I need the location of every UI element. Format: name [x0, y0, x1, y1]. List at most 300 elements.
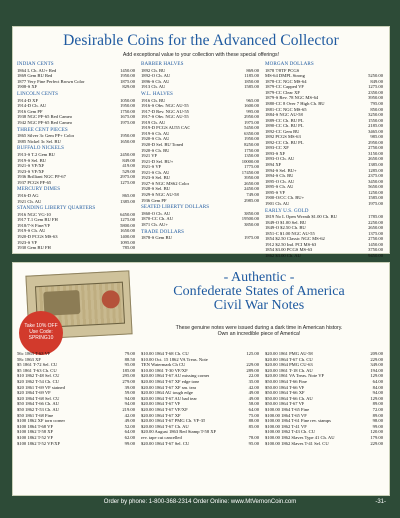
item-name: MS-64 DMPL Strong [265, 73, 305, 79]
item-price: 49.00 [248, 395, 259, 401]
item-price: 185.00 [122, 367, 135, 373]
section-heading: BUFFALO NICKELS [17, 145, 65, 152]
item-name: 1919 Ch. AU [141, 119, 166, 125]
item-price: 869.00 [246, 67, 259, 73]
price-list-item [265, 441, 383, 447]
item-name: $100.00 1862 T-41 VF [265, 423, 307, 429]
section-heading: LINCOLN CENTS [17, 91, 59, 98]
item-name: 1878-S Gem BU [141, 235, 172, 241]
item-price: 129.00 [370, 395, 383, 401]
item-name: 1927-S NGC MS62 Color [141, 180, 190, 186]
item-price: 1050.00 [120, 97, 135, 103]
item-price: 6450.00 [120, 211, 135, 217]
section-heading: SEATED LIBERTY DOLLARS [141, 204, 210, 211]
item-price: 3950.00 [368, 95, 383, 101]
item-name: 1916 Ch. BU [141, 97, 166, 103]
item-price: 2750.00 [368, 236, 383, 242]
price-list-item [17, 120, 135, 126]
section-heading: TRADE DOLLARS [141, 228, 185, 235]
item-name: $20.00 1864 T-67 AU bad tear [141, 395, 197, 401]
notes-subtitle-line-2: Own an incredible piece of America! [217, 331, 301, 337]
item-price: 1975.00 [120, 119, 135, 125]
item-name: 1879-CC Clear XF [265, 89, 300, 95]
section-heading: INDIAN CENTS [17, 61, 54, 68]
item-price: 79.00 [124, 351, 135, 356]
item-name: 1881-CC NGC MS-65 [265, 106, 307, 112]
notes-title-line-1: - Authentic - [223, 270, 295, 285]
order-footer[interactable]: Order by phone: 1-800-368-2314 Order Online: www.MtVernonCoin.com [103, 499, 297, 505]
item-price: 289.00 [246, 367, 259, 373]
item-name: 1908-S XF [17, 84, 38, 90]
item-name: 1879-S Rev. 78 NGC MS-64 [265, 95, 319, 101]
item-name: $20.00 1864 T-67 Ch. CU [265, 356, 313, 362]
item-name: 1893-O Ch. AU [265, 156, 295, 162]
price-list-item [17, 84, 135, 90]
item-name: 1938 NGC PF-65 Red Cameo [17, 114, 73, 120]
item-price: 749.00 [246, 191, 259, 197]
item-name: 1916-D AG [17, 192, 39, 198]
item-price: 52.00 [124, 423, 135, 429]
item-price: 194.00 [370, 367, 383, 373]
item-name: 1896-S Ch. AU [141, 78, 170, 84]
item-name: 1895-O Ch. AU [265, 178, 295, 184]
item-price: 88.00 [248, 418, 259, 424]
item-price: 2450.00 [120, 151, 135, 157]
item-price: 1975.00 [368, 200, 383, 206]
item-price: 58.00 [248, 401, 259, 407]
item-price: 2950.00 [368, 139, 383, 145]
item-price: 1275.00 [120, 217, 135, 223]
section-heading: STANDING LIBERTY QUARTERS [17, 205, 96, 212]
item-price: 8250.00 [244, 142, 259, 148]
item-name: $100.00 1862 Slaves Type 41 Ch. AU [265, 434, 335, 440]
item-name: $20 1861 T-69 VF stained [17, 384, 65, 390]
item-price: 9450.00 [368, 252, 383, 258]
item-price: 42.00 [248, 384, 259, 390]
item-price: 785.00 [122, 245, 135, 251]
item-price: 64.00 [372, 378, 383, 384]
item-price: 120.00 [370, 429, 383, 435]
coins-column-1 [17, 60, 135, 251]
item-price: 3750.00 [368, 247, 383, 253]
item-name: 1921-S VF/XF [17, 163, 45, 169]
item-name: 1914-D Ch. AU [17, 103, 47, 109]
item-name: $20.00 1864 T-67 AU missing corner [141, 373, 210, 379]
item-price: 1400.00 [120, 233, 135, 239]
item-price: 5250.00 [368, 73, 383, 79]
price-list-item [141, 235, 259, 241]
item-name: $100 1864 T-68 VF [17, 423, 54, 429]
price-list-item [141, 198, 259, 204]
item-name: 1889-CC Ch. BU PL [265, 117, 304, 123]
item-name: 1921-D Sel. BU+ [141, 158, 174, 164]
item-name: $100.00 1864 T-61 Fine rev. stamps [265, 418, 331, 424]
item-name: $50.00 1864 T-67 VF [265, 401, 305, 407]
item-price: 95.00 [248, 440, 259, 446]
item-price: 3850.00 [244, 221, 259, 227]
item-name: 1870-CC Ch. AU [141, 216, 174, 222]
item-price: 529.00 [122, 168, 135, 174]
item-name: 1929-S NGC AU-58 [141, 191, 179, 197]
item-price: 965.00 [246, 97, 259, 103]
coins-title: Desirable Coins for the Advanced Collector [63, 32, 339, 49]
item-name: 1917-D Rev. NGC AU-55 [141, 108, 189, 114]
item-name: 1916 NGC VG-10 [17, 211, 51, 217]
item-price: 1350.00 [244, 153, 259, 159]
item-price: 3250.00 [368, 112, 383, 118]
item-price: 349.00 [370, 362, 383, 368]
price-list-item [265, 201, 383, 207]
item-name: 1849-O $2.50 Ch. BU [265, 225, 306, 231]
price-list-item [265, 253, 383, 259]
price-list-item [17, 139, 135, 145]
item-price: 2950.00 [244, 114, 259, 120]
item-name: TEN Watermark Ch CU [141, 362, 186, 368]
item-name: $50 1862 T-53 Ch. AU [17, 406, 59, 412]
item-name: 1878 7/8TF PCGS [265, 67, 300, 73]
item-price: 2650.00 [368, 156, 383, 162]
item-price: 2250.00 [368, 219, 383, 225]
item-price: 49.00 [124, 418, 135, 424]
item-price: 64.00 [124, 429, 135, 435]
item-name: 1920-S Ch. AU [141, 136, 170, 142]
item-name: 1919-S Sel. BU [17, 157, 46, 163]
item-name: 1893-S XF [265, 150, 286, 156]
item-price: 84.00 [372, 384, 383, 390]
item-price: 795.00 [370, 101, 383, 107]
item-price: 89.00 [372, 401, 383, 407]
item-name: 1865 Silver 3c Gem PF+ Color [17, 133, 75, 139]
item-name: 1923-S Sel. BU [141, 175, 170, 181]
item-price: 229.00 [246, 362, 259, 368]
item-name: 1928-S Sel. BU [141, 186, 170, 192]
item-price: 1550.00 [368, 117, 383, 123]
item-price: 1095.00 [120, 239, 135, 245]
item-price: 1275.00 [368, 84, 383, 90]
item-name: 1920-S Ch. BU [141, 147, 170, 153]
item-price: 1385.00 [368, 162, 383, 168]
notes-column-3 [265, 351, 383, 446]
item-name: 1890-CC Ch. BU PL [265, 123, 304, 129]
item-name: 1892-CC Gem BU [265, 128, 300, 134]
item-name: 1919-S Ch. AU [141, 130, 170, 136]
price-list-item [17, 441, 135, 447]
item-price: 229.00 [370, 356, 383, 362]
item-name: 1917-S Obv. NGC AU-55 [141, 114, 189, 120]
item-name: $20.00 1864 T-67 XF edge tone [141, 378, 200, 384]
item-price: 1585.00 [368, 195, 383, 201]
item-price: 849.00 [122, 157, 135, 163]
item-price: 1950.00 [120, 133, 135, 139]
item-name: $100 1862 T-58 XF [17, 429, 54, 435]
item-name: 1921-S Ch. AU [141, 169, 170, 175]
item-name: 1921 VF [141, 153, 158, 159]
item-price: 5800.00 [120, 222, 135, 228]
item-name: 1849-O $1.00 Sel. BU [265, 219, 307, 225]
item-price: 5450.00 [244, 125, 259, 131]
item-price: 419.00 [122, 163, 135, 169]
item-name: 1880-CC 8 Over 7 High Ch. BU [265, 101, 325, 107]
item-price: 1975.00 [244, 235, 259, 241]
item-name: 1893-CC XF [265, 145, 289, 151]
item-price: 2985.00 [244, 197, 259, 203]
item-price: 129.00 [370, 373, 383, 379]
notes-title-line-3: Civil War Notes [213, 298, 305, 313]
item-name: 1885 Nickel 3c Sel. BU [17, 138, 61, 144]
item-name: $10.00 1861 T-30 VF/XF [141, 367, 188, 373]
item-name: 1892 Ch. BU [141, 67, 166, 73]
item-price: 850.00 [370, 106, 383, 112]
item-price: 64.00 [248, 406, 259, 412]
item-name: $100 1862 T-52 VF/XF [17, 440, 61, 446]
item-price: 6350.00 [244, 130, 259, 136]
price-list-item [17, 180, 135, 186]
item-price: 5650.00 [368, 184, 383, 190]
item-name: 1892-CC Ch. BU PL [265, 139, 304, 145]
item-price: 2750.00 [368, 145, 383, 151]
item-name: 1918/7-S Fine/VF [17, 222, 51, 228]
item-price: 125.00 [246, 351, 259, 356]
notes-title-line-2: Confederate States of America [173, 284, 345, 299]
item-name: $10.00 Oct. 15 1862 VA Treas. Note [141, 356, 208, 362]
coins-column-3 [265, 60, 383, 259]
item-price: 1600.00 [244, 103, 259, 109]
item-name: 58c 1863 XF [17, 356, 41, 362]
discount-badge [19, 311, 63, 355]
item-name: $5 1861 T-72 Sel. CU [17, 362, 58, 368]
coins-panel [12, 26, 390, 258]
item-name: $20 1864 T-68 Sel. CU [17, 395, 60, 401]
item-name: 1860-O Ch. AU [141, 210, 171, 216]
item-name: 1894-S Sel. BU+ [265, 167, 297, 173]
item-name: $100.00 1862 Slaves T-41 Sel. CU [265, 440, 329, 446]
item-price: 179.00 [370, 434, 383, 440]
notes-subtitle-line-1: These genuine notes were issued during a dark time in American history. [175, 325, 343, 331]
item-name: 1900-O/CC Ch. BU+ [265, 195, 305, 201]
item-name: 1914-D XF [17, 97, 39, 103]
item-price: 865.00 [122, 192, 135, 198]
item-price: 42.00 [124, 412, 135, 418]
item-name: $20.00 1864 T-67 VF/XF [141, 406, 188, 412]
item-name: $20.00 August 1863 Red Stamp T-58 XF [141, 429, 217, 435]
section-heading: MERCURY DIMES [17, 186, 61, 193]
item-price: 1250.00 [368, 189, 383, 195]
item-name: $100.00 1862 T-43 Ch. CU [265, 429, 316, 435]
item-name: 1894 XF [265, 162, 282, 168]
item-name: 1920-D PCGS MS-63 [17, 233, 58, 239]
notes-title [133, 271, 385, 313]
item-price: 49.00 [248, 390, 259, 396]
item-price: 1850.00 [244, 78, 259, 84]
item-name: $20.00 1864 T-67 XF sm. tear [141, 384, 197, 390]
item-name: 1878-CC NGC MS-64 [265, 78, 307, 84]
item-name: $100.00 1864 T-65 Fine [265, 406, 310, 412]
item-price: 10000.00 [241, 158, 259, 164]
item-price: 99.00 [372, 423, 383, 429]
item-name: 1864 L Ch. AU+ Red [17, 67, 57, 73]
item-name: 1919-D PCGS AU55 CAC [141, 125, 191, 131]
item-name: 1913-S T.2 Gem BU [17, 151, 55, 157]
item-price: 1675.00 [120, 114, 135, 120]
item-name: 1877 Very Fine Perfect Brown Color [17, 78, 85, 84]
item-price: 75.00 [248, 412, 259, 418]
price-list-item [141, 441, 259, 447]
item-price: 1650.00 [120, 138, 135, 144]
item-name: 1916 Gem PF [17, 108, 43, 114]
section-heading: MORGAN DOLLARS [265, 61, 314, 68]
item-name: $20.00 1864 T-67 XF [141, 412, 181, 418]
item-name: 1879-CC Capped VF [265, 84, 304, 90]
price-list-item [17, 199, 135, 205]
item-name: 1892 PCGS MS-63 [265, 134, 301, 140]
item-price: 3150.00 [368, 150, 383, 156]
item-name: $10 1862 T-48 Sel. CU [17, 373, 60, 379]
item-price: 219.00 [122, 406, 135, 412]
item-price: 1750.00 [244, 147, 259, 153]
item-name: 1921 Ch. AU [17, 198, 42, 204]
price-list-item [141, 84, 259, 90]
item-name: 1892-O Ch. AU [141, 73, 171, 79]
item-name: 1895-S Ch. AU [265, 184, 294, 190]
item-name: 1923-S VF/XF [17, 168, 45, 174]
item-price: 1285.00 [368, 167, 383, 173]
item-price: 17450.00 [241, 169, 259, 175]
item-price: 1385.00 [120, 198, 135, 204]
item-price: 72.00 [372, 406, 383, 412]
item-name: $20.00 1864 PMG CU-63 [265, 362, 313, 368]
item-price: 2650.00 [244, 180, 259, 186]
item-name: 1920-D Sel. BU Toned [141, 142, 184, 148]
item-name: 1869 Gem BU Red [17, 73, 53, 79]
item-price: 1375.00 [368, 230, 383, 236]
item-price: 95.00 [124, 362, 135, 368]
item-name: $100 1862 T-52 VF [17, 434, 54, 440]
item-price: 2450.00 [244, 186, 259, 192]
item-price: 1275.00 [120, 179, 135, 185]
item-name: 1894-S Ch. BU [265, 173, 294, 179]
notes-subtitle [133, 325, 385, 337]
item-price: 98.00 [372, 418, 383, 424]
item-price: 2185.00 [368, 123, 383, 129]
notes-panel [12, 262, 390, 496]
badge-line-1: Take 10% OFF [24, 323, 58, 329]
coins-subtitle: Add exceptional value to your collection with these special offerings! [122, 52, 280, 58]
item-name: $100.00 1864 T-65 VF [265, 412, 307, 418]
item-name: $5 1861 T-63 Ch. CU [17, 367, 57, 373]
item-price: 1950.00 [120, 73, 135, 79]
item-price: 229.00 [370, 440, 383, 446]
badge-line-2: Use Code: [29, 329, 53, 335]
item-price: 88.50 [124, 356, 135, 362]
item-name: 1919-S Ch. AU [17, 228, 46, 234]
notes-column-1 [17, 351, 135, 446]
item-price: 39.00 [124, 384, 135, 390]
item-name: 56c 1863 T-63 VF [17, 351, 51, 356]
item-name: $50.00 1864 T-66 VF [265, 384, 305, 390]
section-heading: THREE CENT PIECES [17, 126, 68, 133]
item-name: 1917 T.1 Gem BU FH [17, 217, 58, 223]
item-price: 2375.00 [368, 173, 383, 179]
item-price: 985.00 [370, 134, 383, 140]
item-name: 1851-C $1.00 NGC AU-55 [265, 230, 315, 236]
item-name: $50.00 1864 T-66 Fine [265, 378, 307, 384]
item-name: 1901 Ch. AU [265, 200, 290, 206]
item-name: 1871 Ch. AU+ [141, 221, 168, 227]
item-name: $50 1864 T-66 Ch. AU [17, 401, 59, 407]
item-price: 279.00 [122, 378, 135, 384]
item-price: 1185.00 [244, 73, 259, 79]
item-name: 1942 NGC PF-65 Red Cameo [17, 119, 73, 125]
item-name: $20.00 1861 PMG AU-58 [265, 351, 313, 356]
item-name: 1854 $3.00 PCGS MS-63 [265, 247, 313, 253]
item-price: 35.00 [248, 378, 259, 384]
item-name: $10.00 1864 T-68 Ch. CU [141, 351, 189, 356]
item-price: 62.00 [124, 434, 135, 440]
item-name: $20.00 1864 AU tough edge [141, 390, 193, 396]
section-heading: EARLY U.S. GOLD [265, 207, 309, 214]
item-name: 1819 No L Open Wreath $1.00 Ch. BU [265, 214, 337, 220]
item-name: $20.00 1864 T-67 VF [141, 401, 181, 407]
item-name: 1923-S VF [17, 239, 38, 245]
item-name: $20.00 1861 VA Treas. Note VF [265, 373, 325, 379]
item-name: $100 1862 XF torn corner [17, 418, 65, 424]
item-name: 1921-S VF [141, 164, 162, 170]
item-price: 1585.00 [244, 84, 259, 90]
item-price: 59.00 [124, 390, 135, 396]
item-price: 1975.00 [244, 119, 259, 125]
item-name: $50.00 1864 T-66 XF [265, 390, 305, 396]
item-price: 1750.00 [120, 108, 135, 114]
item-price: 1950.00 [244, 136, 259, 142]
item-price: 1450.00 [120, 67, 135, 73]
item-name: 1916-S Obv. NGC AU-55 [141, 103, 189, 109]
item-price: 94.00 [124, 395, 135, 401]
item-name: 1854 $2.50 Classic NGC MS-62 [265, 236, 325, 242]
coins-column-2 [141, 60, 259, 241]
item-name: rev. tape cut cancelled [141, 434, 182, 440]
item-price: 2975.00 [120, 174, 135, 180]
item-name: 1930 Gem BU FH [17, 245, 51, 251]
item-price: 1785.00 [368, 214, 383, 220]
item-price: 209.00 [370, 351, 383, 356]
badge-line-3: SPRING10 [28, 335, 54, 341]
item-name: 1862 $3.00 Ch. AU [265, 252, 301, 258]
item-price: 1450.00 [368, 241, 383, 247]
item-price: 1650.00 [120, 228, 135, 234]
item-price: 1775.00 [244, 164, 259, 170]
item-price: 2650.00 [368, 225, 383, 231]
item-name: 1913 Ch. AU [141, 84, 166, 90]
item-price: 94.00 [372, 390, 383, 396]
item-name: 1884-S NGC AU-58 [265, 112, 303, 118]
item-name: $20 1864 T-69 VF [17, 390, 51, 396]
item-price: 94.00 [124, 401, 135, 407]
item-price: 78.00 [248, 434, 259, 440]
section-heading: BARBER HALVES [141, 61, 184, 68]
item-name: 1937 PCGS PF-65 [17, 179, 52, 185]
item-price: 89.00 [372, 412, 383, 418]
item-price: 99.00 [124, 440, 135, 446]
item-name: $20.00 1864 T-67 PMG Ch. VF-35 [141, 418, 206, 424]
item-price: 3850.00 [244, 210, 259, 216]
item-name: $20.00 1861 T-18 Ch. AU [265, 367, 313, 373]
item-price: 995.00 [246, 108, 259, 114]
item-name: $50 1861 T-68 Fine [17, 412, 54, 418]
notes-column-2 [141, 351, 259, 446]
item-price: 295.00 [122, 373, 135, 379]
item-price: 22.00 [248, 373, 259, 379]
item-name: 1936 Brilliant NGC PF-67 [17, 174, 66, 180]
